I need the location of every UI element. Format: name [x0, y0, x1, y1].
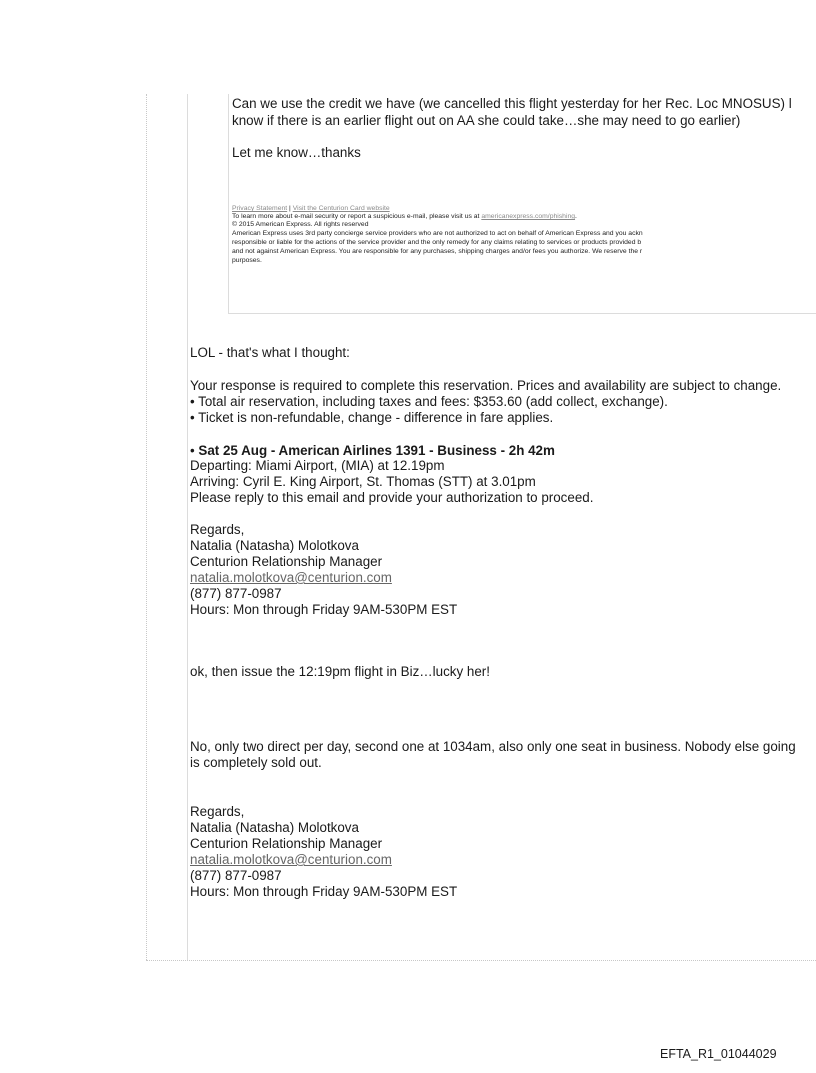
- amex-copyright: © 2015 American Express. All rights reserved: [232, 221, 369, 228]
- security-text: To learn more about e-mail security or report a suspicious e-mail, please visit us at: [232, 213, 482, 220]
- security-end: .: [575, 213, 577, 220]
- amex-disclaimer-4: purposes.: [232, 257, 262, 264]
- flight-bullet: •: [190, 443, 199, 458]
- footer-separator: |: [287, 205, 293, 212]
- signature-email: [190, 571, 392, 585]
- signature-email-link[interactable]: natalia.molotkova@centurion.com: [190, 570, 392, 585]
- inner-quote-bottom-border: [228, 313, 816, 314]
- signature-2-email: [190, 853, 392, 867]
- reply-lol: LOL - that's what I thought:: [190, 345, 350, 360]
- signature-title: Centurion Relationship Manager: [190, 554, 383, 569]
- amex-disclaimer-3: and not against American Express. You are responsible for any purchases, shipping charges and/or fees you authorize. We reserve the r: [232, 248, 643, 255]
- privacy-statement-link[interactable]: Privacy Statement: [232, 205, 288, 212]
- thread-outer-border: [146, 94, 147, 960]
- quote-bar: [187, 94, 188, 960]
- signature-regards: Regards,: [190, 522, 245, 537]
- inner-quote-line-2: know if there is an earlier flight out on AA she could take…she may need to go earlier): [232, 113, 741, 128]
- flight-departing: Departing: Miami Airport, (MIA) at 12.19pm: [190, 458, 445, 473]
- signature-2-hours: Hours: Mon through Friday 9AM-530PM EST: [190, 884, 458, 899]
- flight-title-line: [190, 444, 555, 458]
- reply-direct-line-1: No, only two direct per day, second one at 1034am, also only one seat in business. Nobody else going: [190, 739, 796, 754]
- document-id: EFTA_R1_01044029: [660, 1047, 777, 1061]
- reservation-intro: Your response is required to complete this reservation. Prices and availability are subject to change.: [190, 378, 782, 393]
- signature-2-regards: Regards,: [190, 804, 245, 819]
- signature-2-title: Centurion Relationship Manager: [190, 836, 383, 851]
- inner-quote-line-1: Can we use the credit we have (we cancelled this flight yesterday for her Rec. Loc MNOSUS) l: [232, 96, 792, 111]
- flight-title: Sat 25 Aug - American Airlines 1391 - Business - 2h 42m: [198, 443, 555, 458]
- amex-disclaimer-2: responsible or liable for the actions of the service provider and the only remedy for any claims relating to services or products provided b: [232, 239, 642, 246]
- signature-name: Natalia (Natasha) Molotkova: [190, 538, 359, 553]
- phishing-link[interactable]: americanexpress.com/phishing: [481, 213, 576, 220]
- signature-phone: (877) 877-0987: [190, 586, 282, 601]
- reservation-bullet-ticket: • Ticket is non-refundable, change - difference in fare applies.: [190, 410, 554, 425]
- flight-arriving: Arriving: Cyril E. King Airport, St. Thomas (STT) at 3.01pm: [190, 474, 536, 489]
- reply-issue-flight: ok, then issue the 12:19pm flight in Biz…lucky her!: [190, 664, 490, 679]
- amex-disclaimer-1: American Express uses 3rd party concierge service providers who are not authorized to act on behalf of American Express and you ackn: [232, 230, 643, 237]
- centurion-website-link[interactable]: Visit the Centurion Card website: [292, 205, 390, 212]
- signature-2-phone: (877) 877-0987: [190, 868, 282, 883]
- signature-hours: Hours: Mon through Friday 9AM-530PM EST: [190, 602, 458, 617]
- signature-2-email-link[interactable]: natalia.molotkova@centurion.com: [190, 852, 392, 867]
- thread-bottom-border: [146, 960, 816, 961]
- reply-direct-line-2: is completely sold out.: [190, 755, 322, 770]
- signature-2-name: Natalia (Natasha) Molotkova: [190, 820, 359, 835]
- inner-quote-bar: [228, 94, 229, 313]
- inner-quote-line-3: Let me know…thanks: [232, 145, 361, 160]
- proceed-request: Please reply to this email and provide your authorization to proceed.: [190, 490, 594, 505]
- reservation-bullet-total: • Total air reservation, including taxes and fees: $353.60 (add collect, exchange).: [190, 394, 668, 409]
